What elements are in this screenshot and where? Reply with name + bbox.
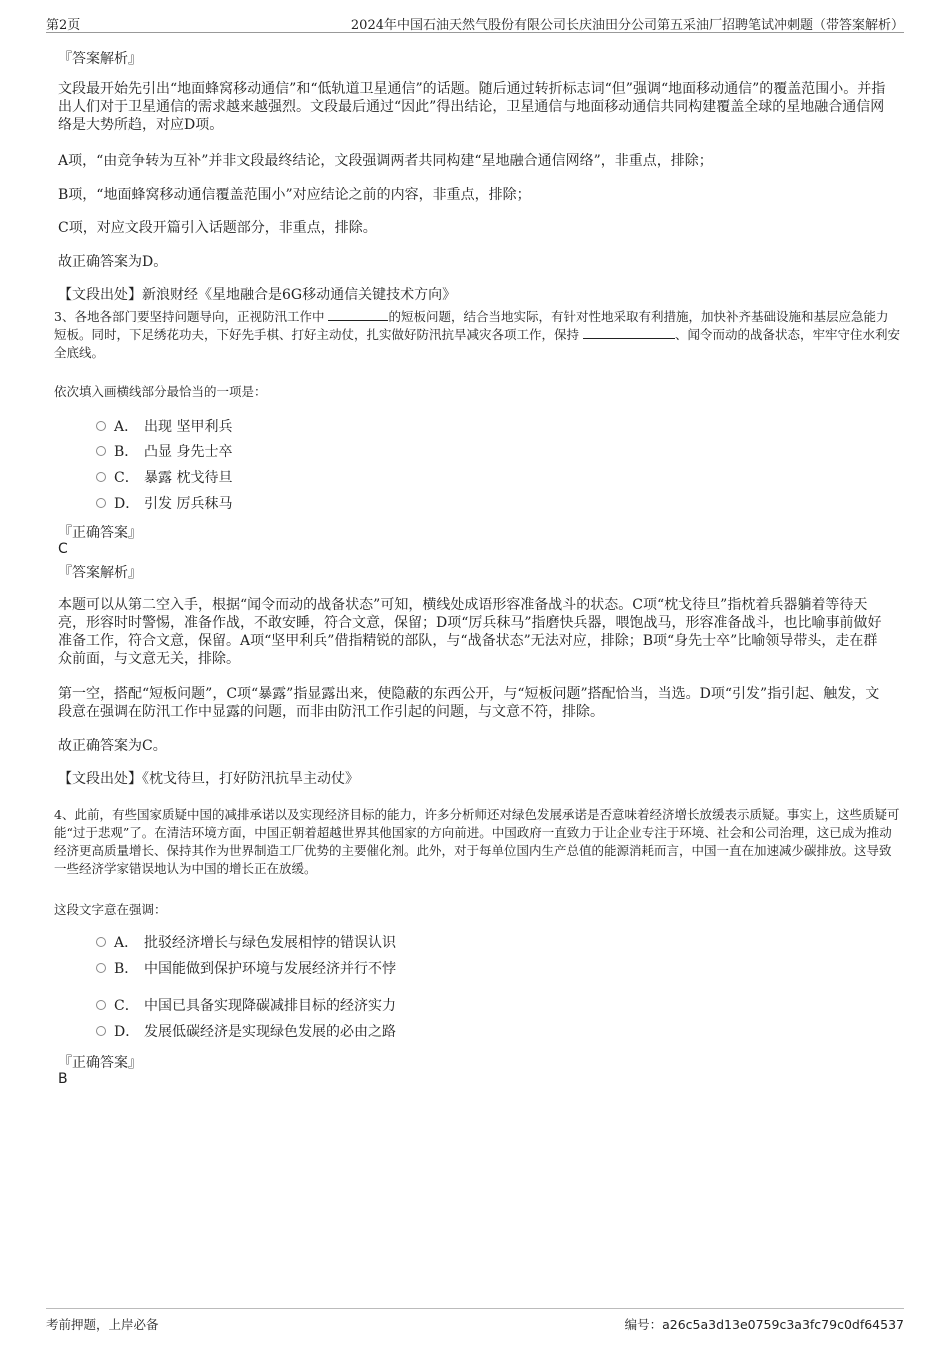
- q2-analysis-para2: A项，“由竞争转为互补”并非文段最终结论，文段强调两者共同构建“星地融合通信网络”，非重点，排除；: [58, 153, 713, 169]
- radio-icon[interactable]: [96, 1000, 106, 1010]
- q3-prompt: 依次填入画横线部分最恰当的一项是：: [54, 384, 267, 399]
- q4-prompt: 这段文字意在强调：: [54, 902, 167, 917]
- q2-analysis-para4: C项，对应文段开篇引入话题部分，非重点，排除。: [58, 220, 377, 236]
- q4-option-b[interactable]: B． 中国能做到保护环境与发展经济并行不悖: [96, 960, 396, 978]
- q3-option-d[interactable]: D． 引发 厉兵秣马: [96, 495, 232, 513]
- footer-code-value: a26c5a3d13e0759c3a3fc79c0df64537: [662, 1317, 904, 1332]
- q3-option-a[interactable]: A． 出现 坚甲利兵: [96, 418, 232, 436]
- footer-slogan: 考前押题，上岸必备: [46, 1317, 159, 1332]
- q3-source: 【文段出处】《枕戈待旦，打好防汛抗旱主动仗》: [58, 771, 359, 787]
- q3-analysis-para2: 第一空，搭配“短板问题”，C项“暴露”指显露出来，使隐蔽的东西公开，与“短板问题”搭配恰当，当选。D项“引发”指引起、触发，文段意在强调在防汛工作中显露的问题，而非由防汛工作引起的问题，与文意不符，排除。: [58, 686, 880, 720]
- q4-option-d[interactable]: D． 发展低碳经济是实现绿色发展的必由之路: [96, 1023, 396, 1041]
- q2-analysis-para1: 文段最开始先引出“地面蜂窝移动通信”和“低轨道卫星通信”的话题。随后通过转折标志词“但”强调“地面移动通信”的覆盖范围小。并指出人们对于卫星通信的需求越来越强烈。文段最后通过“因此”得出结论，卫星通信与地面移动通信共同构建覆盖全球的星地融合通信网络是大势所趋，对应D项。: [58, 81, 886, 133]
- q4-correct-label: 『正确答案』: [58, 1055, 142, 1071]
- radio-icon[interactable]: [96, 446, 106, 456]
- q3-stem-part1: 3、各地各部门要坚持问题导向，正视防汛工作中: [54, 309, 329, 324]
- q3-stem-part2: 的短板问题，结合当地实际，有针对性地采取有利措施，加快补齐基础设施和基层应急能力短板。同时，下足绣花功夫，下好先手棋、打好主动仗，扎实做好防汛抗旱减灾各项工作，保持: [54, 309, 889, 342]
- q3-option-c[interactable]: C． 暴露 枕戈待旦: [96, 469, 232, 487]
- q4-stem: 4、此前，有些国家质疑中国的减排承诺以及实现经济目标的能力，许多分析师还对绿色发展承诺是否意味着经济增长放缓表示质疑。事实上，这些质疑可能“过于悲观”了。在清洁环境方面，中国正朝着超越世界其他国家的方向前进。中国政府一直致力于让企业专注于环境、社会和公司治理，这已成为推动经济更高质量增长、保持其作为世界制造工厂优势的主要催化剂。此外，对于每单位国内生产总值的能源消耗而言，中国一直在加速减少碳排放。这导致一些经济学家错误地认为中国的增长正在放缓。: [54, 807, 900, 876]
- q2-conclusion: 故正确答案为D。: [58, 254, 168, 270]
- page-number: 第2页: [46, 18, 81, 33]
- q4-option-a[interactable]: A． 批驳经济增长与绿色发展相悖的错误认识: [96, 934, 396, 952]
- q3-conclusion: 故正确答案为C。: [58, 738, 167, 754]
- q4-correct-answer: B: [58, 1071, 68, 1087]
- q3-stem: [54, 308, 900, 362]
- q3-blank-2: [583, 328, 675, 339]
- radio-icon[interactable]: [96, 963, 106, 973]
- q3-correct-answer: C: [58, 541, 68, 557]
- footer-code: [625, 1315, 904, 1333]
- q3-analysis-para1: 本题可以从第二空入手，根据“闻令而动的战备状态”可知，横线处成语形容准备战斗的状态。C项“枕戈待旦”指枕着兵器躺着等待天亮，形容时时警惕，准备作战，不敢安睡，符合文意，保留；D项“厉兵秣马”指磨快兵器，喂饱战马，形容准备战斗，也比喻事前做好准备工作，符合文意，保留。A项“坚甲利兵”借指精锐的部队，与“战备状态”无法对应，排除；B项“身先士卒”比喻领导带头，走在群众前面，与文意无关，排除。: [58, 597, 882, 667]
- page-header: [46, 12, 904, 33]
- q3-analysis-label: 『答案解析』: [58, 565, 142, 581]
- q2-analysis-para3: B项，“地面蜂窝移动通信覆盖范围小”对应结论之前的内容，非重点，排除；: [58, 187, 531, 203]
- q2-source: 【文段出处】新浪财经《星地融合是6G移动通信关键技术方向》: [58, 287, 457, 303]
- q3-correct-label: 『正确答案』: [58, 525, 142, 541]
- document-title: 2024年中国石油天然气股份有限公司长庆油田分公司第五采油厂招聘笔试冲刺题（带答案解析）: [350, 18, 904, 33]
- q3-option-b[interactable]: B． 凸显 身先士卒: [96, 443, 232, 461]
- q3-blank-1: [328, 310, 388, 321]
- footer-code-label: 编号：: [624, 1317, 663, 1332]
- q3-stem-part3: 、闻令而动的战备状态，牢牢守住水利安全底线。: [54, 327, 900, 360]
- page-footer: [46, 1308, 904, 1331]
- radio-icon[interactable]: [96, 1026, 106, 1036]
- radio-icon[interactable]: [96, 937, 106, 947]
- radio-icon[interactable]: [96, 421, 106, 431]
- radio-icon[interactable]: [96, 498, 106, 508]
- radio-icon[interactable]: [96, 472, 106, 482]
- q4-option-c[interactable]: C． 中国已具备实现降碳减排目标的经济实力: [96, 997, 396, 1015]
- q2-analysis-label: 『答案解析』: [58, 51, 142, 67]
